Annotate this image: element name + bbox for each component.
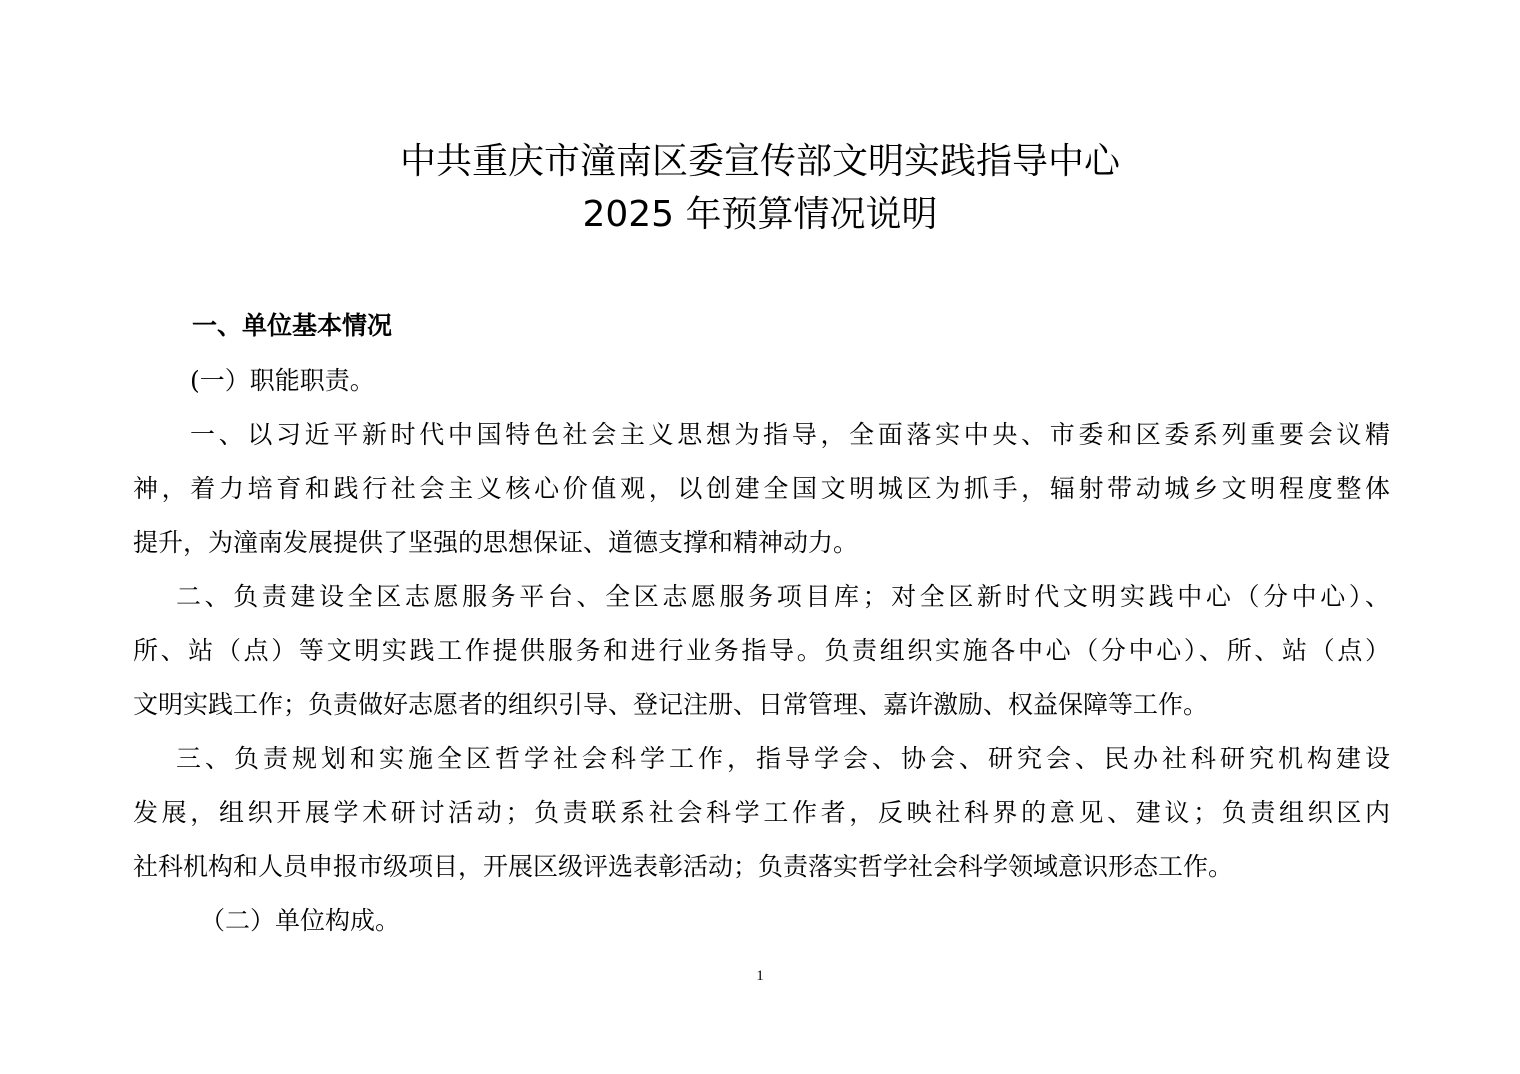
subsection-heading-composition: （二）单位构成。 [200,906,401,935]
document-title-line-2: 2025 年预算情况说明 [582,194,938,235]
section-heading-basic-info: 一、单位基本情况 [192,311,393,340]
paragraph-3-line-2: 发展，组织开展学术研讨活动；负责联系社会科学工作者，反映社科界的意见、建议；负责组织区内 [133,798,1390,827]
page-number: 1 [756,968,764,984]
document-title-line-1: 中共重庆市潼南区委宣传部文明实践指导中心 [399,141,1120,182]
paragraph-1-line-3: 提升，为潼南发展提供了坚强的思想保证、道德支撑和精神动力。 [133,528,859,557]
subsection-heading-duties: (一）职能职责。 [190,366,375,395]
paragraph-1-line-1: 一、以习近平新时代中国特色社会主义思想为指导，全面落实中央、市委和区委系列重要会议精 [190,420,1390,449]
paragraph-2-line-3: 文明实践工作；负责做好志愿者的组织引导、登记注册、日常管理、嘉许激励、权益保障等工作。 [133,690,1209,719]
paragraph-1-line-2: 神，着力培育和践行社会主义核心价值观，以创建全国文明城区为抓手，辐射带动城乡文明程度整体 [133,474,1390,503]
paragraph-3-line-3: 社科机构和人员申报市级项目，开展区级评选表彰活动；负责落实哲学社会科学领域意识形态工作。 [133,852,1234,881]
paragraph-3-line-1: 三、负责规划和实施全区哲学社会科学工作，指导学会、协会、研究会、民办社科研究机构建设 [176,744,1390,773]
paragraph-2-line-2: 所、站（点）等文明实践工作提供服务和进行业务指导。负责组织实施各中心（分中心）、所、站（点） [133,636,1390,665]
paragraph-2-line-1: 二、负责建设全区志愿服务平台、全区志愿服务项目库；对全区新时代文明实践中心（分中心）、 [176,582,1390,611]
